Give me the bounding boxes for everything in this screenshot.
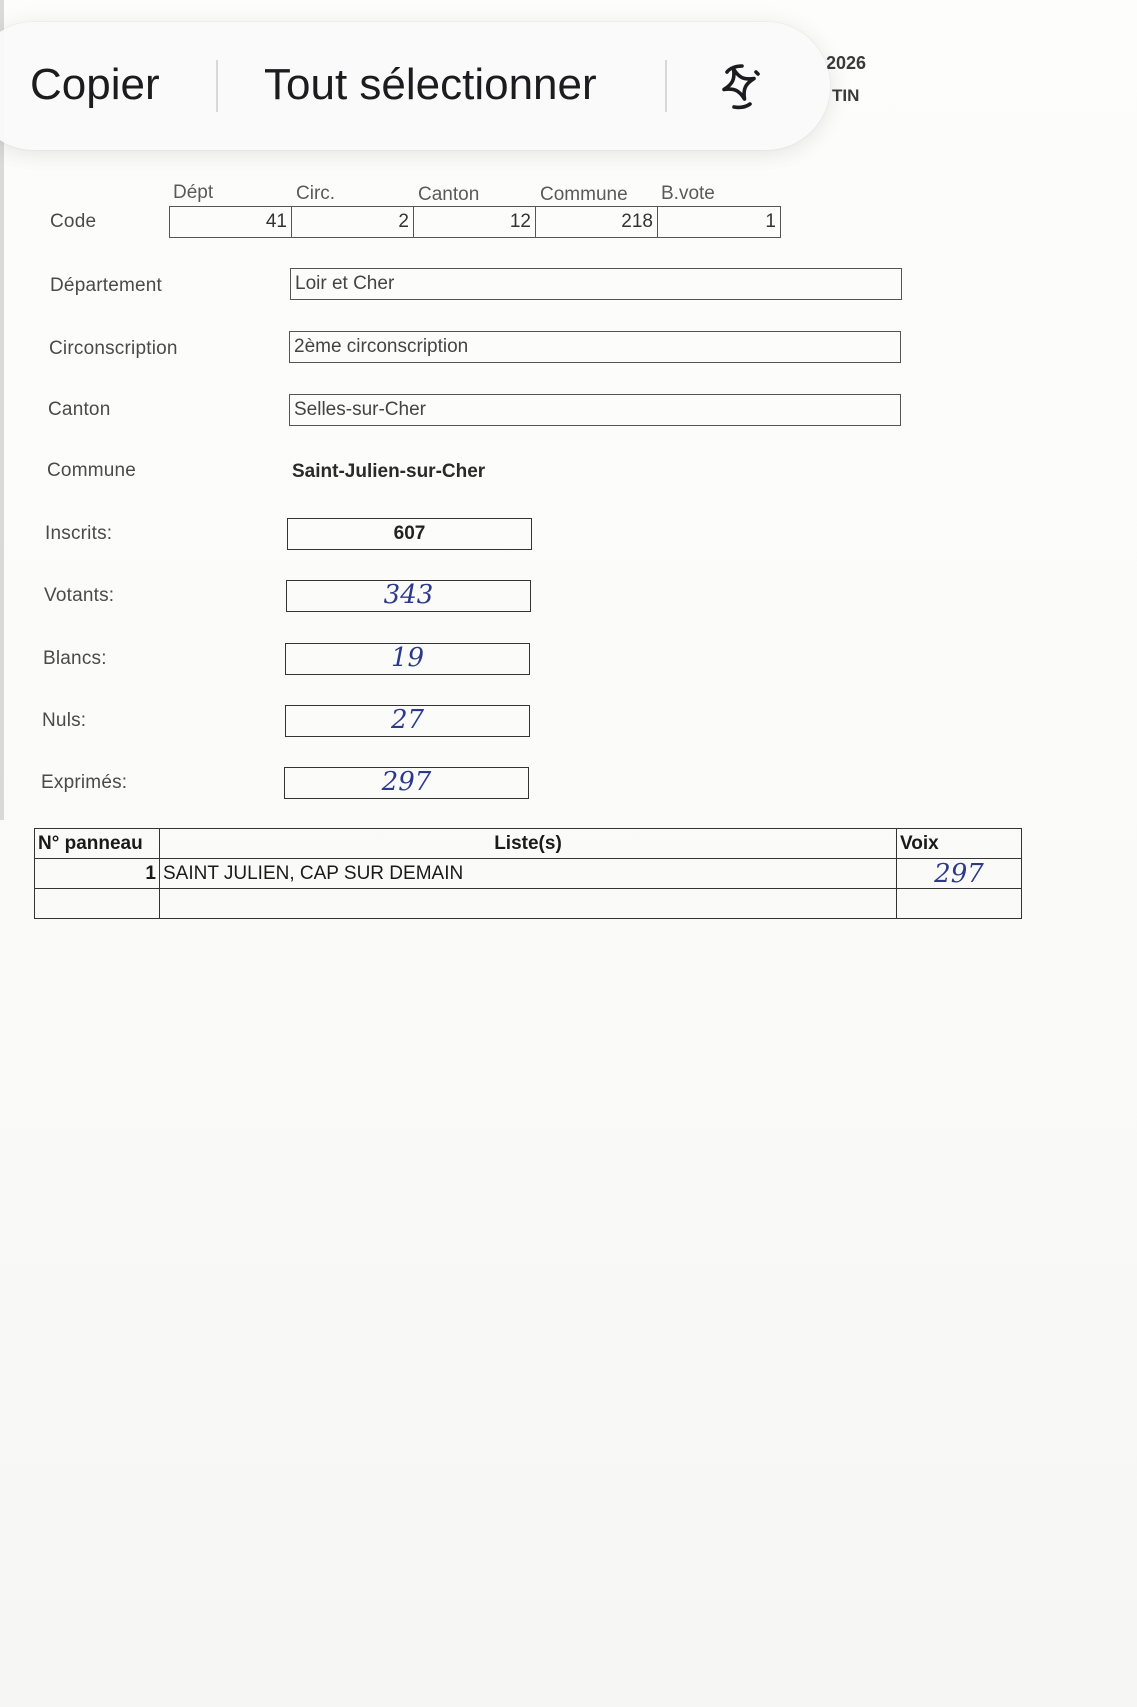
header-voix: Voix (897, 829, 1022, 859)
header-partial-text: TIN (832, 86, 860, 105)
code-col-canton: Canton (418, 184, 480, 205)
menu-divider (665, 60, 667, 112)
row-voix (897, 889, 1022, 919)
canton-field: Selles-sur-Cher (289, 394, 901, 426)
nuls-label: Nuls: (42, 710, 87, 731)
canton-label: Canton (48, 399, 111, 420)
code-col-commune: Commune (540, 184, 628, 205)
sparkle-icon[interactable] (712, 60, 766, 114)
header-panneau: N° panneau (35, 829, 160, 859)
blancs-value: 19 (285, 643, 530, 675)
inscrits-label: Inscrits: (45, 523, 113, 544)
row-liste (160, 889, 897, 919)
circonscription-field: 2ème circonscription (289, 331, 901, 363)
text-selection-menu (0, 22, 830, 150)
votants-label: Votants: (44, 585, 115, 606)
code-col-bvote: B.vote (661, 183, 715, 204)
row-voix: 297 (897, 859, 1022, 889)
row-liste: SAINT JULIEN, CAP SUR DEMAIN (160, 859, 897, 889)
commune-label: Commune (47, 460, 137, 481)
header-year: 2026 (826, 53, 867, 73)
code-bvote-value: 1 (657, 206, 781, 238)
departement-label: Département (50, 275, 163, 296)
departement-field: Loir et Cher (290, 268, 902, 300)
inscrits-value: 607 (287, 518, 532, 550)
select-all-button[interactable]: Tout sélectionner (264, 60, 597, 109)
exprimes-value: 297 (284, 767, 529, 799)
table-row (35, 889, 1022, 919)
code-canton-value: 12 (413, 206, 535, 238)
circonscription-label: Circonscription (49, 338, 178, 359)
table-header-row (35, 829, 1022, 859)
row-panneau: 1 (35, 859, 160, 889)
code-col-circ: Circ. (296, 183, 336, 204)
exprimes-label: Exprimés: (41, 772, 128, 793)
code-commune-value: 218 (535, 206, 657, 238)
copy-button[interactable]: Copier (30, 60, 160, 109)
header-listes: Liste(s) (160, 829, 897, 859)
row-panneau (35, 889, 160, 919)
commune-value: Saint-Julien-sur-Cher (292, 461, 486, 482)
code-dept-value: 41 (169, 206, 291, 238)
nuls-value: 27 (285, 705, 530, 737)
blancs-label: Blancs: (43, 648, 107, 669)
code-col-dept: Dépt (173, 182, 214, 203)
code-label: Code (50, 211, 97, 232)
table-row (35, 859, 1022, 889)
votants-value: 343 (286, 580, 531, 612)
results-table (34, 828, 1022, 919)
code-circ-value: 2 (291, 206, 413, 238)
menu-divider (216, 60, 218, 112)
